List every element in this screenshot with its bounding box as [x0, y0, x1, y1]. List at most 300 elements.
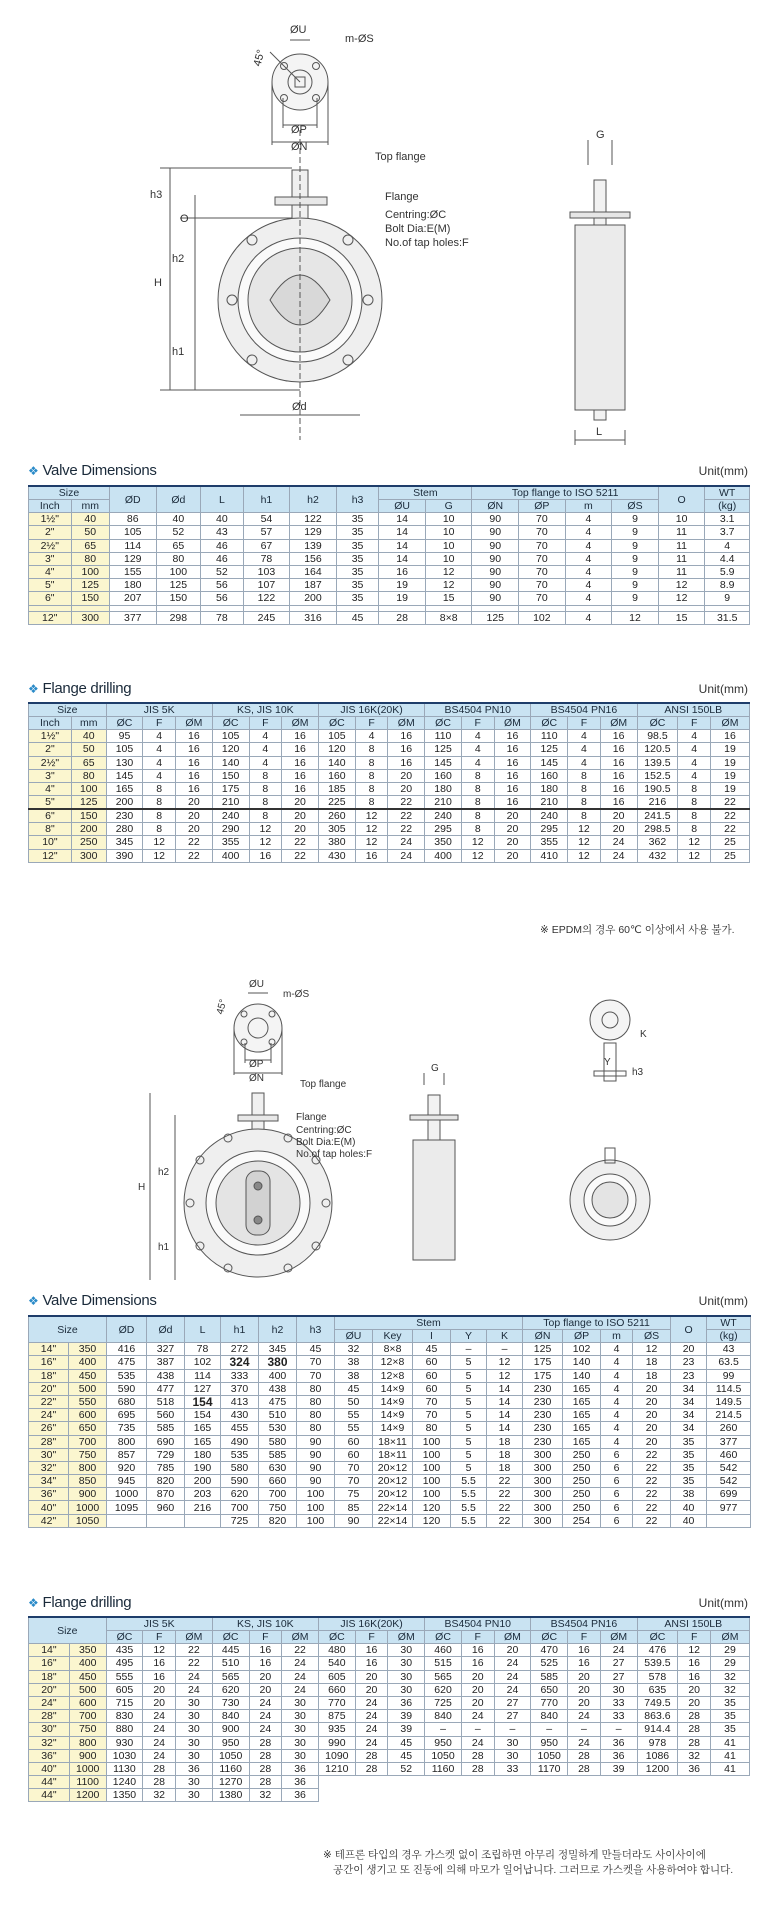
table-cell: 16	[282, 756, 319, 769]
table-cell: 8	[461, 769, 494, 782]
table-cell: –	[600, 1723, 637, 1736]
table-cell: 22	[633, 1461, 671, 1474]
table-cell: 5.5	[451, 1501, 487, 1514]
table-cell: 785	[147, 1461, 185, 1474]
table-cell: 24	[176, 1670, 213, 1683]
header-cell: ØP	[519, 500, 566, 513]
table-cell: 20	[143, 1683, 176, 1696]
table-cell: 16	[355, 1644, 388, 1657]
table-cell: 216	[185, 1501, 221, 1514]
table-cell: 70	[519, 552, 566, 565]
table-cell: 20	[494, 1644, 531, 1657]
table-cell: 34	[671, 1382, 707, 1395]
table-cell: 16	[494, 796, 531, 810]
table-cell: 5	[451, 1369, 487, 1382]
size-inch-cell: 3"	[29, 769, 72, 782]
size-mm-cell: 65	[71, 539, 109, 552]
header-cell: ØM	[711, 1631, 750, 1644]
table-cell: 12	[355, 809, 388, 823]
table-cell: 203	[185, 1488, 221, 1501]
size-inch-cell: 22"	[29, 1395, 69, 1408]
size-mm-cell: 750	[69, 1723, 106, 1736]
table-row	[29, 1501, 751, 1514]
table-cell: 700	[259, 1488, 297, 1501]
table-cell: 164	[290, 565, 337, 578]
table-cell: 100	[413, 1488, 451, 1501]
table-cell: 3.7	[705, 526, 750, 539]
table-cell: 16	[388, 730, 425, 743]
table-cell: 355	[212, 836, 249, 849]
table-cell: 12	[355, 836, 388, 849]
table-cell: 70	[297, 1369, 335, 1382]
header-cell: F	[355, 1631, 388, 1644]
table-cell: 455	[221, 1422, 259, 1435]
table-cell: 102	[563, 1343, 601, 1356]
table-cell: 40	[671, 1514, 707, 1527]
table-cell: 770	[318, 1696, 355, 1709]
unit-label: Unit(mm)	[698, 464, 748, 478]
header-cell: ØM	[600, 1631, 637, 1644]
header-cell: ØC	[425, 717, 462, 730]
table-cell: 14×9	[373, 1409, 413, 1422]
diamond-icon: ❖	[28, 463, 39, 478]
table-cell: 35	[336, 565, 379, 578]
table-cell: 260	[318, 809, 355, 823]
header-cell: Key	[373, 1330, 413, 1343]
table-cell: 230	[523, 1382, 563, 1395]
table-cell: 12	[633, 1343, 671, 1356]
size-inch-cell: 24"	[29, 1696, 70, 1709]
table-cell: 4	[568, 756, 601, 769]
table-row	[29, 579, 750, 592]
table-cell: 35	[336, 539, 379, 552]
label-p: ØP	[291, 124, 307, 136]
table-cell: 35	[336, 552, 379, 565]
table-cell: 120.5	[637, 743, 678, 756]
header-cell: ØC	[318, 1631, 355, 1644]
table-cell: 22	[388, 823, 425, 836]
table-cell	[318, 1776, 749, 1789]
size-mm-cell: 1000	[69, 1501, 107, 1514]
table-cell: 8×8	[425, 611, 472, 624]
table-cell: 120	[318, 743, 355, 756]
table-cell: 28	[568, 1749, 601, 1762]
table-cell: 210	[531, 796, 568, 810]
table-cell: 535	[107, 1369, 147, 1382]
table-row	[29, 1356, 751, 1369]
table-cell: 36	[176, 1762, 213, 1775]
size-mm-cell: 150	[71, 592, 109, 605]
size-inch-cell: 32"	[29, 1461, 69, 1474]
header-cell: ØS	[612, 500, 659, 513]
table-cell: 16	[600, 730, 637, 743]
table-cell: 8	[568, 782, 601, 795]
table-cell: 27	[600, 1657, 637, 1670]
table-cell: 120	[413, 1514, 451, 1527]
table-cell: 25	[711, 849, 750, 862]
table-cell: 4	[705, 539, 750, 552]
table-cell: 156	[290, 552, 337, 565]
header-cell: ØM	[282, 1631, 319, 1644]
table-cell: 14	[379, 539, 426, 552]
table-cell: 140	[563, 1356, 601, 1369]
size-mm-cell: 40	[71, 730, 106, 743]
header-cell: Stem	[335, 1316, 523, 1330]
size-inch-cell: 2"	[29, 743, 72, 756]
table-cell: 438	[259, 1382, 297, 1395]
table-cell: 70	[519, 565, 566, 578]
table-cell: 12×8	[373, 1369, 413, 1382]
table-cell: 19	[711, 756, 750, 769]
table-cell: 4	[568, 743, 601, 756]
table-cell: 542	[707, 1461, 751, 1474]
table-row	[29, 1448, 751, 1461]
table-cell: 90	[472, 539, 519, 552]
table-cell: –	[531, 1723, 568, 1736]
table-cell: 12	[487, 1369, 523, 1382]
table-cell: 122	[290, 513, 337, 526]
size-mm-cell: 125	[71, 579, 109, 592]
table-cell: 4	[601, 1395, 633, 1408]
table-cell: 12	[678, 849, 711, 862]
table-cell: 6	[601, 1448, 633, 1461]
table-cell: 45	[335, 1382, 373, 1395]
table-cell: 977	[707, 1501, 751, 1514]
table-cell: 16	[143, 1657, 176, 1670]
table-cell: 122	[243, 592, 290, 605]
table-cell: 24	[600, 849, 637, 862]
table-cell: 16	[249, 849, 282, 862]
table-cell: 10	[425, 526, 472, 539]
size-mm-cell: 750	[69, 1448, 107, 1461]
table-cell: 12"	[29, 611, 72, 624]
table-cell: 620	[425, 1683, 462, 1696]
table-cell: 12	[658, 592, 705, 605]
table-cell: 12	[143, 1644, 176, 1657]
table-cell: 36	[282, 1762, 319, 1775]
table-cell: 960	[147, 1501, 185, 1514]
table-cell: 585	[531, 1670, 568, 1683]
size-mm-cell: 125	[71, 796, 106, 810]
table-cell: 6	[601, 1461, 633, 1474]
table-row	[29, 611, 750, 624]
table-cell: 20	[461, 1670, 494, 1683]
table-cell: 145	[106, 769, 143, 782]
size-mm-cell: 150	[71, 809, 106, 823]
table-cell: 362	[637, 836, 678, 849]
table-cell: 28	[678, 1710, 711, 1723]
table-cell: 125	[531, 743, 568, 756]
table-cell: 12	[568, 823, 601, 836]
table-cell: 298.5	[637, 823, 678, 836]
table-cell: 40	[671, 1501, 707, 1514]
table-cell: 31.5	[705, 611, 750, 624]
table-cell: 8	[355, 769, 388, 782]
size-mm-cell: 100	[71, 565, 109, 578]
table-cell: 30	[176, 1723, 213, 1736]
table-cell: 230	[106, 809, 143, 823]
table-cell: 8	[355, 782, 388, 795]
size-mm-cell: 1000	[69, 1762, 106, 1775]
table-cell: 35	[336, 526, 379, 539]
table-row	[29, 1409, 751, 1422]
table-cell: 20	[249, 1683, 282, 1696]
table-cell: 35	[671, 1461, 707, 1474]
table-cell: 16	[494, 769, 531, 782]
table-cell: 1160	[425, 1762, 462, 1775]
table-cell: 24	[249, 1696, 282, 1709]
table-cell: 920	[107, 1461, 147, 1474]
label-l: L	[596, 426, 603, 438]
table-cell: 480	[318, 1644, 355, 1657]
table-cell: 930	[106, 1736, 143, 1749]
table-cell: 70	[335, 1461, 373, 1474]
table-cell: 12	[487, 1356, 523, 1369]
table-cell: 10	[658, 513, 705, 526]
table-row	[29, 513, 750, 526]
table-cell: 70	[413, 1395, 451, 1408]
size-mm-cell: 400	[69, 1657, 106, 1670]
table-cell: 605	[106, 1683, 143, 1696]
table-row	[29, 1475, 751, 1488]
table-cell: 430	[221, 1409, 259, 1422]
table-cell: 518	[147, 1395, 185, 1408]
table-cell: 16	[494, 743, 531, 756]
table-cell: 46	[201, 552, 244, 565]
table-cell: 175	[523, 1356, 563, 1369]
table-cell: 4	[678, 743, 711, 756]
table-cell: 28	[379, 611, 426, 624]
table-cell: 300	[523, 1461, 563, 1474]
table-cell: 36	[282, 1789, 319, 1802]
table-cell: 24	[494, 1657, 531, 1670]
table-cell: 99	[707, 1369, 751, 1382]
table-cell: 525	[531, 1657, 568, 1670]
table-cell: 22	[711, 809, 750, 823]
size-mm-cell: 500	[69, 1382, 107, 1395]
table-row	[29, 1395, 751, 1408]
table-cell: 80	[413, 1422, 451, 1435]
table-cell: 28	[678, 1723, 711, 1736]
label-centring: Centring:ØC	[296, 1125, 352, 1136]
table-cell: 14×9	[373, 1422, 413, 1435]
table-row	[29, 1683, 750, 1696]
table-row	[29, 1369, 751, 1382]
table-cell: 1050	[531, 1749, 568, 1762]
table-cell: 46	[201, 539, 244, 552]
table-cell: 8	[678, 796, 711, 810]
table-cell: 22	[487, 1514, 523, 1527]
table-cell: 8	[143, 796, 176, 810]
table-cell: 16	[143, 1670, 176, 1683]
table-row	[29, 1488, 751, 1501]
table-cell: 460	[707, 1448, 751, 1461]
table-cell: 20	[633, 1395, 671, 1408]
table-cell: 30	[600, 1683, 637, 1696]
table-cell: 32	[711, 1683, 750, 1696]
table-row	[29, 1670, 750, 1683]
table-cell: 70	[413, 1409, 451, 1422]
table-cell: 820	[147, 1475, 185, 1488]
header-cell: ANSI 150LB	[637, 1617, 749, 1631]
header-cell: ØM	[282, 717, 319, 730]
table-row	[29, 1710, 750, 1723]
table-cell: 45	[388, 1749, 425, 1762]
label-taps: No.of tap holes:F	[296, 1149, 373, 1160]
table-cell: 840	[425, 1710, 462, 1723]
table-cell: 4	[143, 743, 176, 756]
header-cell: ØC	[637, 717, 678, 730]
size-inch-cell: 26"	[29, 1422, 69, 1435]
table-cell: 12	[461, 849, 494, 862]
table-cell: 35	[336, 513, 379, 526]
table-cell: 90	[297, 1448, 335, 1461]
table-cell: 14	[487, 1409, 523, 1422]
table-cell: 187	[290, 579, 337, 592]
table-cell: 55	[335, 1422, 373, 1435]
section-title	[28, 680, 131, 697]
table-cell: 90	[472, 592, 519, 605]
label-h: H	[138, 1182, 146, 1193]
table-cell: 90	[472, 513, 519, 526]
table-cell: 585	[259, 1448, 297, 1461]
header-row	[29, 717, 750, 730]
label-flange: Flange	[385, 191, 419, 203]
table-cell: 43	[201, 526, 244, 539]
size-inch-cell: 2½"	[29, 539, 72, 552]
table-cell: 70	[519, 513, 566, 526]
table-cell: 16	[282, 782, 319, 795]
table-cell: 38	[335, 1356, 373, 1369]
table-cell: 650	[531, 1683, 568, 1696]
table-cell: 250	[563, 1501, 601, 1514]
table-cell: 863.6	[637, 1710, 678, 1723]
size-inch-cell: 5"	[29, 796, 72, 810]
table-cell: 390	[106, 849, 143, 862]
size-inch-cell: 14"	[29, 1343, 69, 1356]
table-cell: 15	[425, 592, 472, 605]
table-cell: 24	[461, 1710, 494, 1723]
size-mm-cell: 500	[69, 1683, 106, 1696]
table-cell: 24	[282, 1670, 319, 1683]
label-h2: h2	[158, 1167, 170, 1178]
table-cell: 16	[461, 1657, 494, 1670]
table-cell: 4	[601, 1343, 633, 1356]
table-cell: 29	[711, 1644, 750, 1657]
size-inch-cell: 40"	[29, 1762, 70, 1775]
label-p: ØP	[249, 1059, 264, 1070]
table-cell: 20	[568, 1696, 601, 1709]
table-cell: 416	[107, 1343, 147, 1356]
table-row	[29, 1696, 750, 1709]
table-cell: 4	[565, 579, 612, 592]
table-cell: 560	[147, 1409, 185, 1422]
size-inch-cell: 8"	[29, 823, 72, 836]
table-cell: 56	[201, 592, 244, 605]
table-cell: 12	[658, 579, 705, 592]
table-cell: 210	[212, 796, 249, 810]
header-cell: Size	[29, 1316, 107, 1343]
size-mm-cell: 100	[71, 782, 106, 795]
table-cell: 605	[318, 1670, 355, 1683]
table-cell: 43	[707, 1343, 751, 1356]
table-cell: 400	[259, 1369, 297, 1382]
table-cell: 735	[107, 1422, 147, 1435]
header-cell: ØC	[531, 717, 568, 730]
table-cell: 22	[711, 796, 750, 810]
table-cell: 880	[106, 1723, 143, 1736]
table-cell: 56	[201, 579, 244, 592]
table-cell: 377	[109, 611, 156, 624]
table-cell: 45	[336, 611, 379, 624]
table-cell: 70	[519, 539, 566, 552]
table-cell: 4	[249, 756, 282, 769]
table-cell: 185	[318, 782, 355, 795]
table-cell: 24	[600, 836, 637, 849]
table-cell: 20	[176, 796, 213, 810]
table-cell: 290	[212, 823, 249, 836]
table-cell: 30	[494, 1736, 531, 1749]
table-cell: 4	[565, 526, 612, 539]
header-cell: WT	[705, 486, 750, 500]
table-cell: 4	[601, 1435, 633, 1448]
table-cell: 180	[109, 579, 156, 592]
header-cell: ØD	[107, 1316, 147, 1343]
table-cell: 216	[637, 796, 678, 810]
table-cell: 100	[413, 1475, 451, 1488]
table-cell: 770	[531, 1696, 568, 1709]
table-cell: 22	[711, 823, 750, 836]
table-cell: 85	[335, 1501, 373, 1514]
size-inch-cell: 20"	[29, 1683, 70, 1696]
table-cell: 377	[707, 1435, 751, 1448]
table-row	[29, 836, 750, 849]
table-cell: 5	[451, 1395, 487, 1408]
table-cell: 8	[678, 782, 711, 795]
table-cell: 52	[201, 565, 244, 578]
size-mm-cell: 900	[69, 1488, 107, 1501]
table-cell: 39	[388, 1710, 425, 1723]
table-cell: 225	[318, 796, 355, 810]
table-cell: 16	[600, 743, 637, 756]
table-cell: 28	[143, 1776, 176, 1789]
table-cell: 180	[185, 1448, 221, 1461]
table-cell: 100	[156, 565, 201, 578]
table-cell: 36	[600, 1749, 637, 1762]
header-cell: mm	[71, 717, 106, 730]
table-cell: 16	[379, 565, 426, 578]
table-cell: 4	[461, 743, 494, 756]
table-cell: 24	[355, 1736, 388, 1749]
table-cell: 80	[297, 1395, 335, 1408]
table-cell: 22	[388, 796, 425, 810]
size-inch-cell: 14"	[29, 1644, 70, 1657]
table-cell: 22	[176, 1657, 213, 1670]
table-cell: 14	[487, 1382, 523, 1395]
table-cell: 5.5	[451, 1514, 487, 1527]
header-cell: h3	[297, 1316, 335, 1343]
table-cell: 75	[335, 1488, 373, 1501]
table-cell: 1350	[106, 1789, 143, 1802]
size-inch-cell: 32"	[29, 1736, 70, 1749]
table-cell: 100	[413, 1435, 451, 1448]
header-cell: JIS 5K	[106, 1617, 212, 1631]
table-cell: 22	[282, 836, 319, 849]
table-cell: 12	[355, 823, 388, 836]
table-cell: 103	[243, 565, 290, 578]
table-cell: 78	[201, 611, 244, 624]
table-cell: 630	[259, 1461, 297, 1474]
